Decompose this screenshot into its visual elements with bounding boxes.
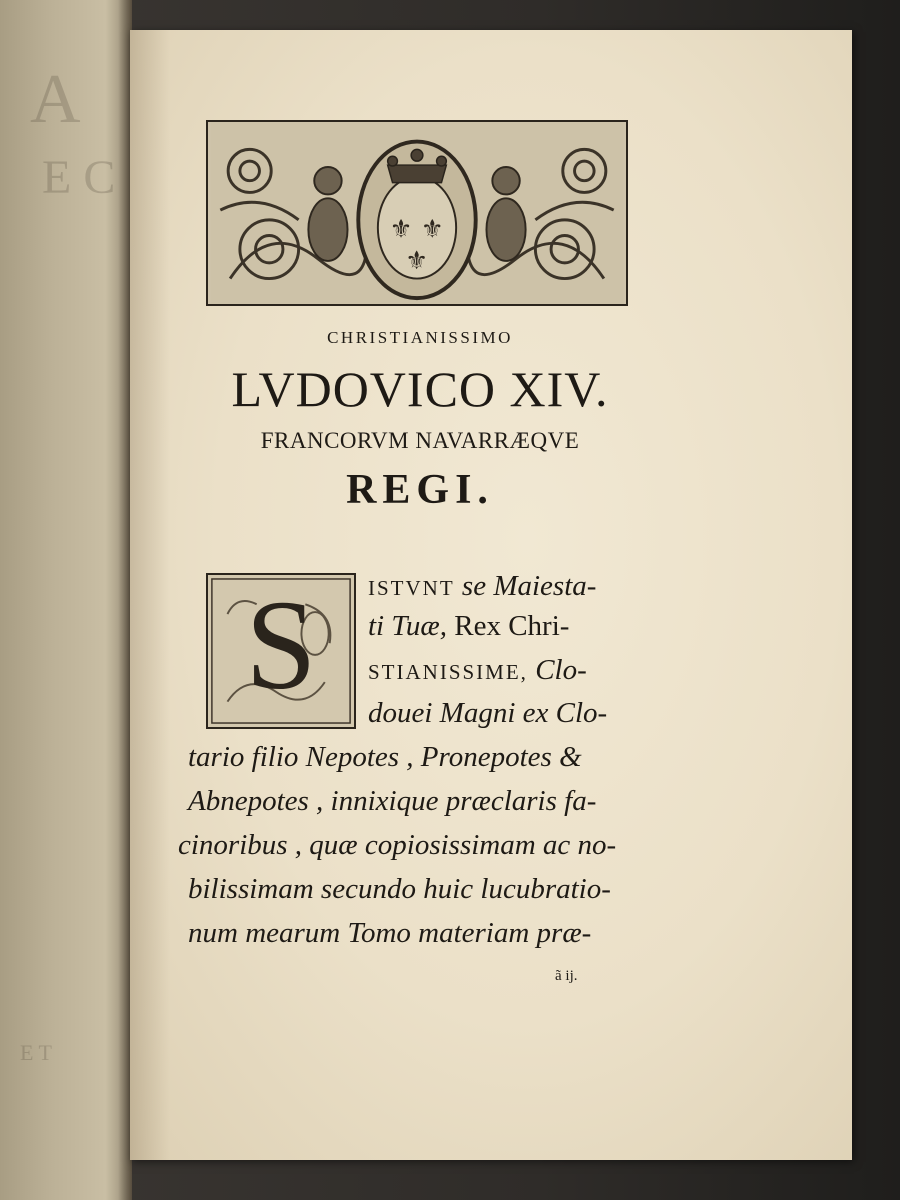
bleed-through-text: E T — [20, 1040, 52, 1065]
engraved-headpiece — [206, 120, 628, 306]
body-roman: Rex Chri- — [454, 610, 570, 642]
body-italic: ti Tuæ, — [368, 610, 447, 642]
dedication-line-ludovico: LVDOVICO XIV. — [231, 361, 609, 417]
initial-letter: S — [245, 574, 317, 716]
body-caps: STIANISSIME, — [368, 660, 528, 684]
body-line-9: num mearum Tomo materiam præ- — [188, 917, 592, 949]
body-italic: se Maiesta- — [461, 570, 597, 602]
body-line-4: douei Magni ex Clo- — [368, 697, 608, 729]
body-line-5: tario filio Nepotes , Pronepotes & — [188, 741, 582, 773]
body-line-7: cinoribus , quæ copiosissimam ac no- — [178, 829, 617, 861]
bleed-through-text: A — [30, 61, 81, 138]
headpiece-engraving — [208, 122, 626, 304]
body-line-2 — [368, 610, 569, 643]
svg-text:⚜: ⚜ — [405, 244, 429, 275]
dedication-line-christianissimo: CHRISTIANISSIMO — [327, 328, 513, 347]
dedication-line-regi: REGI. — [346, 467, 494, 513]
body-line-8: bilissimam secundo huic lucubratio- — [188, 873, 611, 905]
svg-text:⚜: ⚜ — [389, 213, 413, 244]
body-italic: Clo- — [535, 654, 587, 686]
left-page — [0, 0, 132, 1200]
body-caps: ISTVNT — [368, 576, 455, 600]
decorated-initial — [206, 573, 356, 729]
right-page — [130, 30, 852, 1160]
svg-text:⚜: ⚜ — [420, 213, 444, 244]
body-line-6: Abnepotes , innixique præclaris fa- — [188, 785, 597, 817]
body-line-3 — [368, 654, 587, 687]
signature-mark: ã ij. — [555, 968, 578, 984]
body-line-1 — [368, 570, 596, 603]
dedication-line-francorum: FRANCORVM NAVARRÆQVE — [260, 428, 580, 453]
bleed-through-text: E C — [42, 151, 116, 204]
